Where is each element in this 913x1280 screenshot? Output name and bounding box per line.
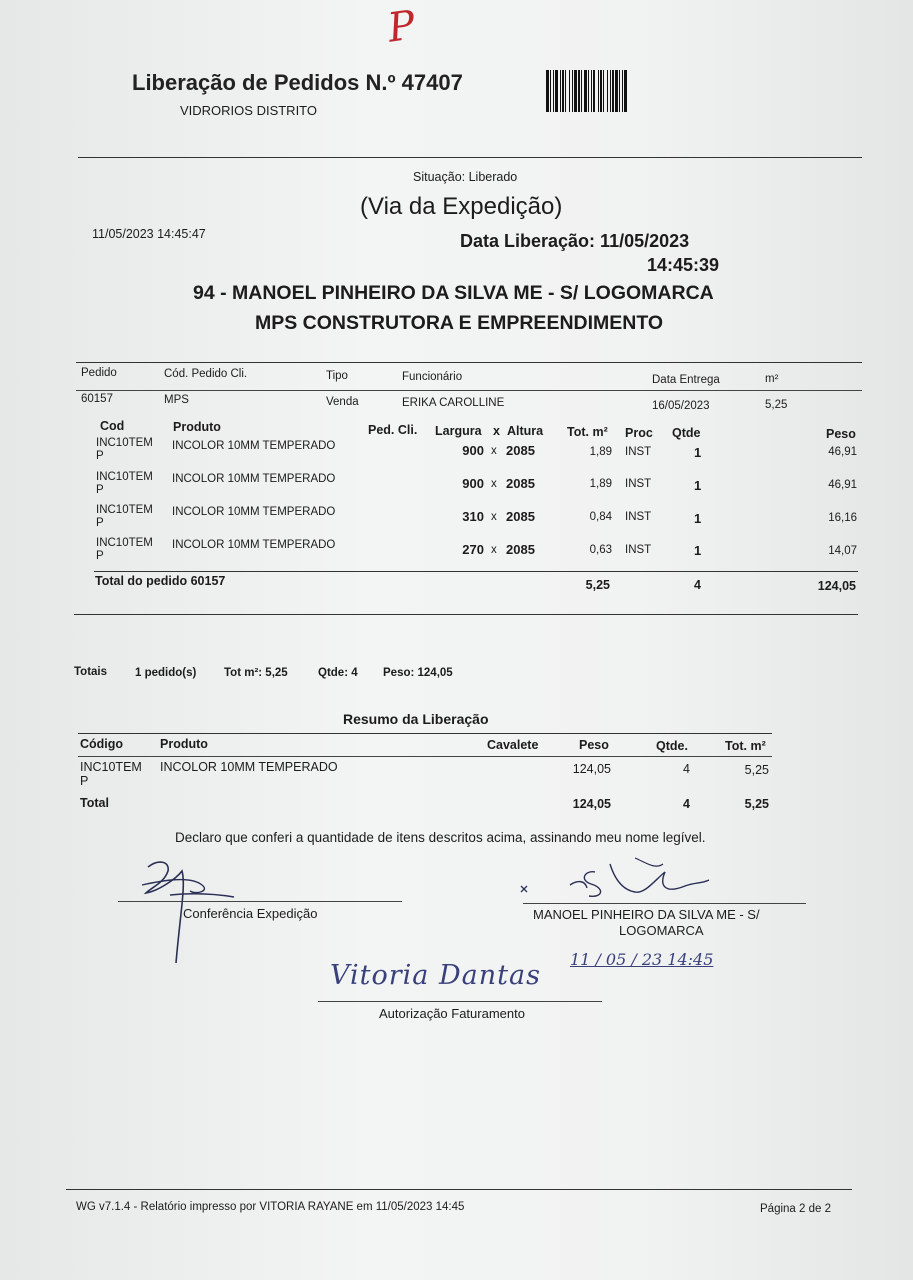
document-title: Liberação de Pedidos N.º 47407	[132, 70, 463, 95]
summary-row-cod: INC10TEM	[80, 760, 142, 774]
value-m2: 5,25	[765, 399, 788, 411]
summary-total-qtde: 4	[683, 797, 690, 811]
label-funcionario: Funcionário	[402, 371, 463, 383]
item-x: x	[491, 544, 497, 556]
summary-top-line	[78, 733, 772, 734]
summary-col-tot-m2: Tot. m²	[725, 739, 766, 753]
item-produto: INCOLOR 10MM TEMPERADO	[172, 473, 336, 485]
order-header-line	[76, 390, 862, 391]
item-altura: 2085	[506, 443, 535, 458]
header-divider	[78, 157, 862, 158]
item-cod: INC10TEM	[96, 504, 153, 516]
summary-row-produto: INCOLOR 10MM TEMPERADO	[160, 760, 338, 774]
summary-col-codigo: Código	[80, 737, 124, 751]
footer-line	[66, 1189, 852, 1190]
col-qtde: Qtde	[672, 426, 701, 440]
summary-row-tot-m2: 5,25	[744, 763, 769, 777]
summary-total-tot-m2: 5,25	[744, 797, 769, 811]
client-signature-name-2: LOGOMARCA	[619, 923, 704, 938]
order-total-line	[94, 571, 858, 572]
summary-header-line	[78, 756, 772, 757]
col-largura: Largura	[435, 424, 482, 438]
item-qtde: 1	[694, 543, 702, 558]
item-x: x	[491, 511, 497, 523]
client-name: 94 - MANOEL PINHEIRO DA SILVA ME - S/ LOGOMARCA	[193, 282, 714, 304]
conferencia-signature	[130, 845, 290, 965]
client-signature-line	[523, 903, 806, 904]
item-qtde: 1	[694, 478, 702, 493]
summary-total-label: Total	[80, 796, 109, 810]
item-altura: 2085	[506, 542, 535, 557]
item-proc: INST	[625, 446, 652, 458]
value-pedido: 60157	[81, 393, 113, 405]
client-signature-name: MANOEL PINHEIRO DA SILVA ME - S/	[533, 907, 760, 922]
item-produto: INCOLOR 10MM TEMPERADO	[172, 440, 336, 452]
release-time: 14:45:39	[647, 255, 720, 275]
item-produto: INCOLOR 10MM TEMPERADO	[172, 506, 336, 518]
summary-col-qtde: Qtde.	[656, 739, 688, 753]
declaration-text: Declaro que conferi a quantidade de itens descritos acima, assinando meu nome legível.	[175, 830, 706, 845]
col-cod: Cod	[100, 419, 125, 433]
item-cod-suffix: P	[96, 484, 104, 496]
label-data-entrega: Data Entrega	[652, 374, 720, 386]
value-funcionario: ERIKA CAROLLINE	[402, 397, 505, 409]
conferencia-signature-line	[118, 901, 402, 902]
footer-page-number: Página 2 de 2	[760, 1203, 831, 1215]
label-pedido: Pedido	[81, 367, 117, 379]
item-cod-suffix: P	[96, 517, 104, 529]
totals-peso: Peso: 124,05	[383, 667, 453, 679]
col-produto: Produto	[173, 420, 221, 434]
item-tot-m2: 1,89	[589, 478, 612, 490]
order-total-label: Total do pedido 60157	[95, 574, 226, 588]
autorizacao-label: Autorização Faturamento	[379, 1006, 525, 1021]
status-line: Situação: Liberado	[413, 170, 518, 184]
order-total-peso: 124,05	[817, 579, 856, 593]
col-altura: Altura	[507, 424, 544, 438]
order-bottom-line	[74, 614, 858, 615]
item-qtde: 1	[694, 511, 702, 526]
client-company: MPS CONSTRUTORA E EMPREENDIMENTO	[255, 312, 664, 334]
item-altura: 2085	[506, 509, 535, 524]
summary-row-peso: 124,05	[572, 762, 611, 776]
item-cod: INC10TEM	[96, 437, 153, 449]
item-cod-suffix: P	[96, 550, 104, 562]
item-proc: INST	[625, 511, 652, 523]
order-top-line	[76, 362, 862, 363]
item-x: x	[491, 478, 497, 490]
label-cod-cli: Cód. Pedido Cli.	[164, 368, 248, 380]
item-tot-m2: 0,84	[589, 511, 612, 523]
item-largura: 900	[462, 443, 484, 458]
item-produto: INCOLOR 10MM TEMPERADO	[172, 539, 336, 551]
col-peso: Peso	[826, 427, 856, 441]
col-x: x	[493, 424, 500, 438]
client-signature	[515, 850, 715, 910]
company-name: VIDRORIOS DISTRITO	[180, 103, 317, 118]
via-title: (Via da Expedição)	[360, 193, 563, 220]
item-proc: INST	[625, 478, 652, 490]
totals-m2: Tot m²: 5,25	[224, 667, 288, 679]
printed-datetime: 11/05/2023 14:45:47	[92, 227, 206, 241]
summary-total-peso: 124,05	[572, 797, 611, 811]
handwritten-mark: P	[384, 2, 418, 52]
autorizacao-signature-line	[318, 1001, 602, 1002]
value-data-entrega: 16/05/2023	[652, 400, 710, 412]
label-tipo: Tipo	[326, 370, 348, 382]
summary-col-cavalete: Cavalete	[487, 738, 539, 752]
summary-row-qtde: 4	[683, 762, 690, 776]
item-largura: 310	[462, 509, 484, 524]
summary-title: Resumo da Liberação	[343, 711, 489, 727]
item-peso: 14,07	[828, 545, 857, 557]
footer-report-info: WG v7.1.4 - Relatório impresso por VITORIA RAYANE em 11/05/2023 14:45	[76, 1201, 465, 1213]
conferencia-label: Conferência Expedição	[183, 906, 318, 921]
item-altura: 2085	[506, 476, 535, 491]
item-qtde: 1	[694, 445, 702, 460]
item-peso: 46,91	[828, 446, 857, 458]
item-largura: 900	[462, 476, 484, 491]
barcode	[546, 70, 688, 112]
value-cod-cli: MPS	[164, 394, 189, 406]
item-peso: 16,16	[828, 512, 857, 524]
col-ped-cli: Ped. Cli.	[368, 423, 418, 437]
item-cod: INC10TEM	[96, 537, 153, 549]
summary-col-peso: Peso	[579, 738, 609, 752]
item-cod: INC10TEM	[96, 471, 153, 483]
label-m2: m²	[765, 373, 779, 385]
totals-qtde: Qtde: 4	[318, 667, 358, 679]
item-x: x	[491, 445, 497, 457]
summary-row-cod-suffix: P	[80, 774, 89, 788]
order-total-qtde: 4	[694, 578, 701, 592]
summary-col-produto: Produto	[160, 737, 208, 751]
item-proc: INST	[625, 544, 652, 556]
item-cod-suffix: P	[96, 450, 104, 462]
col-proc: Proc	[625, 426, 653, 440]
handwritten-date: 11 / 05 / 23 14:45	[570, 950, 714, 969]
value-tipo: Venda	[326, 396, 359, 408]
item-tot-m2: 0,63	[589, 544, 612, 556]
handwritten-name: Vitoria Dantas	[330, 960, 541, 991]
item-peso: 46,91	[828, 479, 857, 491]
totals-pedidos: 1 pedido(s)	[135, 667, 197, 679]
release-date: Data Liberação: 11/05/2023	[460, 231, 690, 251]
item-largura: 270	[462, 542, 484, 557]
order-total-m2: 5,25	[585, 578, 610, 592]
col-tot-m2: Tot. m²	[567, 425, 608, 439]
item-tot-m2: 1,89	[589, 446, 612, 458]
totals-label: Totais	[74, 666, 108, 678]
